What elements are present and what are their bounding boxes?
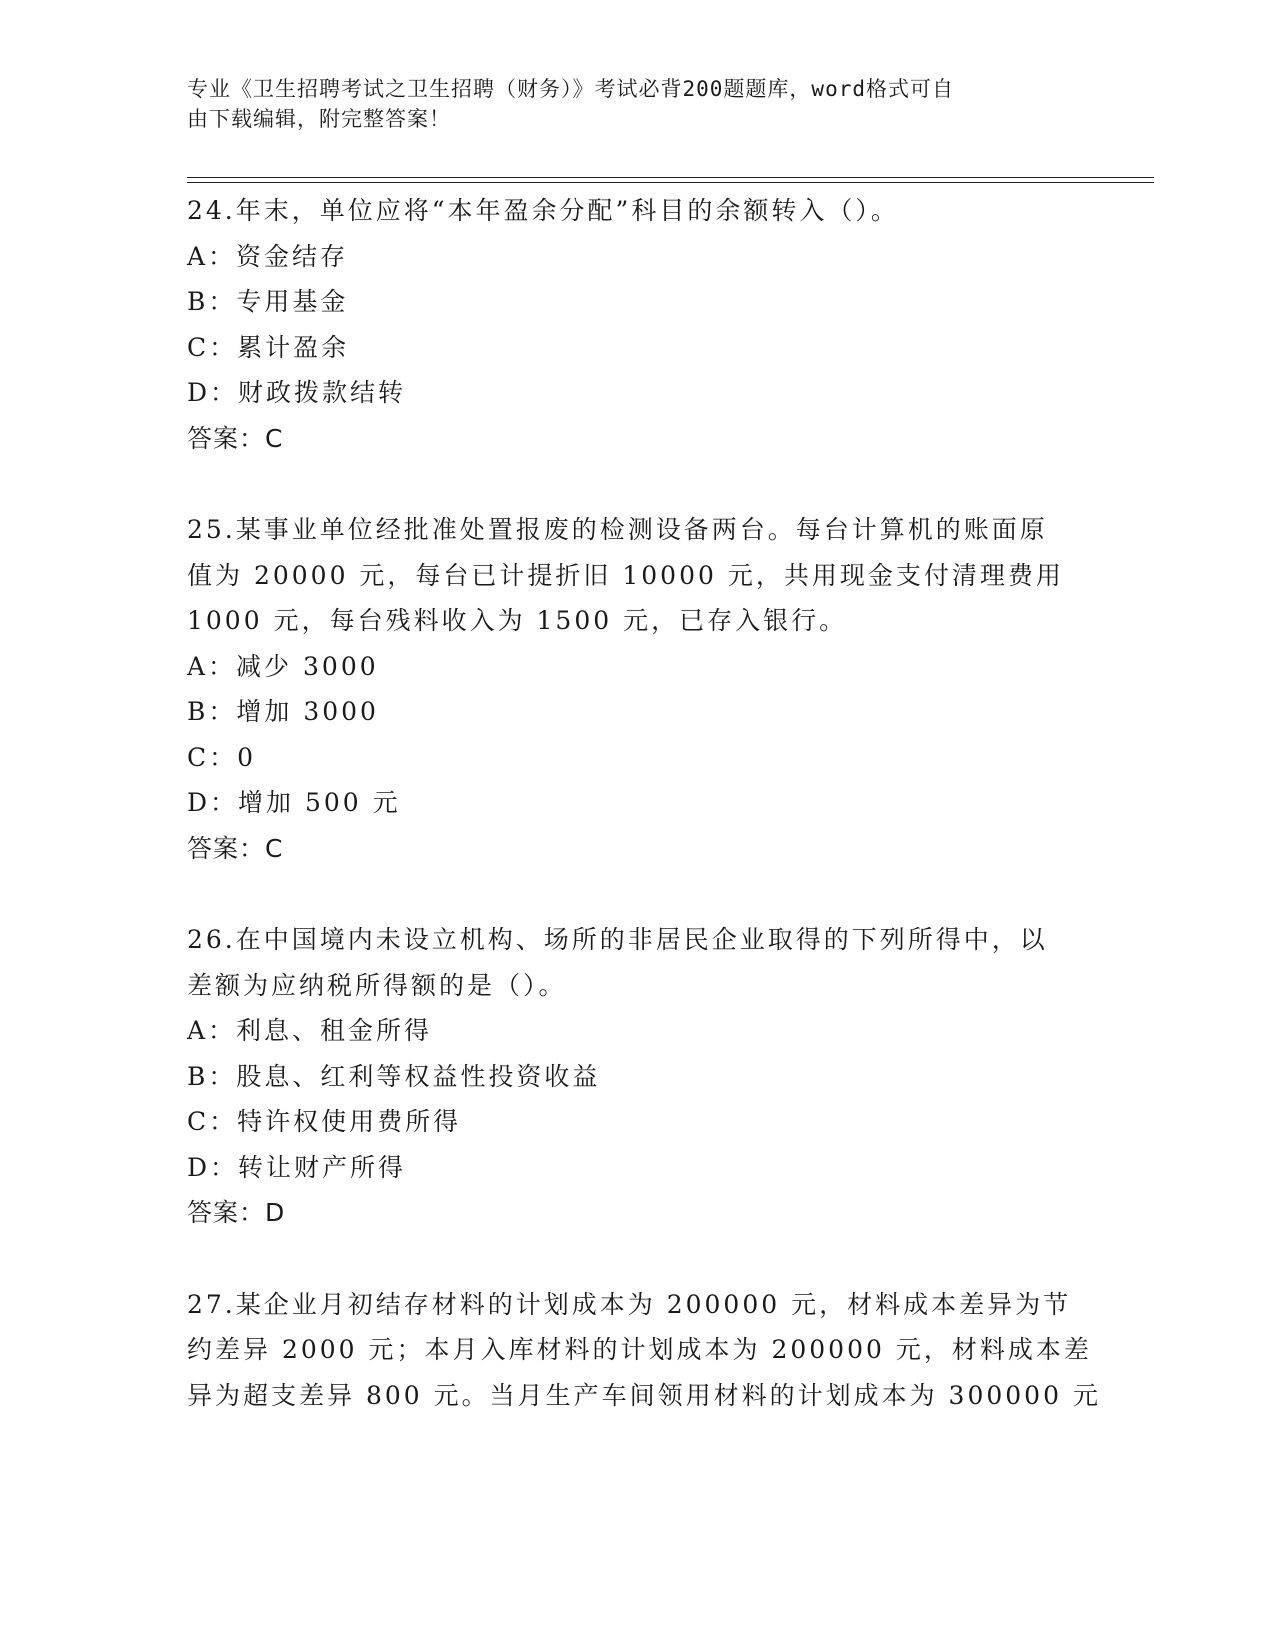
option-b: B：股息、红利等权益性投资收益 (187, 1061, 601, 1091)
question-stem: 25.某事业单位经批准处置报废的检测设备两台。每台计算机的账面原 (187, 515, 1048, 544)
question-24 (187, 188, 1087, 461)
question-stem: 约差异 2000 元；本月入库材料的计划成本为 200000 元，材料成本差 (187, 1335, 1092, 1364)
option-c: C：累计盈余 (187, 332, 350, 362)
question-stem: 24.年末，单位应将“本年盈余分配”科目的余额转入（）。 (187, 196, 899, 225)
question-27 (187, 1282, 1101, 1419)
question-26 (187, 917, 1087, 1236)
option-b: B：专用基金 (187, 287, 349, 316)
question-stem: 26.在中国境内未设立机构、场所的非居民企业取得的下列所得中，以 (187, 925, 1048, 954)
option-a: A：利息、租金所得 (187, 1016, 433, 1045)
header-line: 由下载编辑，附完整答案！ (187, 107, 451, 131)
option-d: D：增加 500 元 (187, 788, 401, 817)
option-c: C：特许权使用费所得 (187, 1107, 462, 1136)
option-c: C：0 (187, 742, 257, 772)
option-a: A：资金结存 (187, 241, 349, 271)
question-stem: 27.某企业月初结存材料的计划成本为 200000 元，材料成本差异为节 (187, 1289, 1072, 1319)
question-stem: 异为超支差异 800 元。当月生产车间领用材料的计划成本为 300000 元 (187, 1380, 1101, 1410)
answer-line: 答案：C (187, 423, 284, 453)
option-d: D：转让财产所得 (187, 1152, 407, 1182)
question-stem: 值为 20000 元，每台已计提折旧 10000 元，共用现金支付清理费用 (187, 560, 1064, 590)
answer-line: 答案：D (187, 1198, 286, 1227)
question-stem: 1000 元，每台残料收入为 1500 元，已存入银行。 (187, 606, 848, 635)
question-25 (187, 507, 1087, 871)
header-divider-top (187, 177, 1154, 178)
document-header (187, 74, 1067, 134)
header-line: 专业《卫生招聘考试之卫生招聘（财务）》考试必背200题题库，word格式可自 (187, 77, 954, 101)
question-list (187, 188, 1101, 1464)
option-d: D：财政拨款结转 (187, 378, 407, 407)
option-b: B：增加 3000 (187, 697, 379, 726)
header-divider-bottom (187, 182, 1154, 183)
question-stem: 差额为应纳税所得额的是（）。 (187, 970, 567, 1000)
option-a: A：减少 3000 (187, 651, 379, 681)
answer-line: 答案：C (187, 833, 284, 863)
